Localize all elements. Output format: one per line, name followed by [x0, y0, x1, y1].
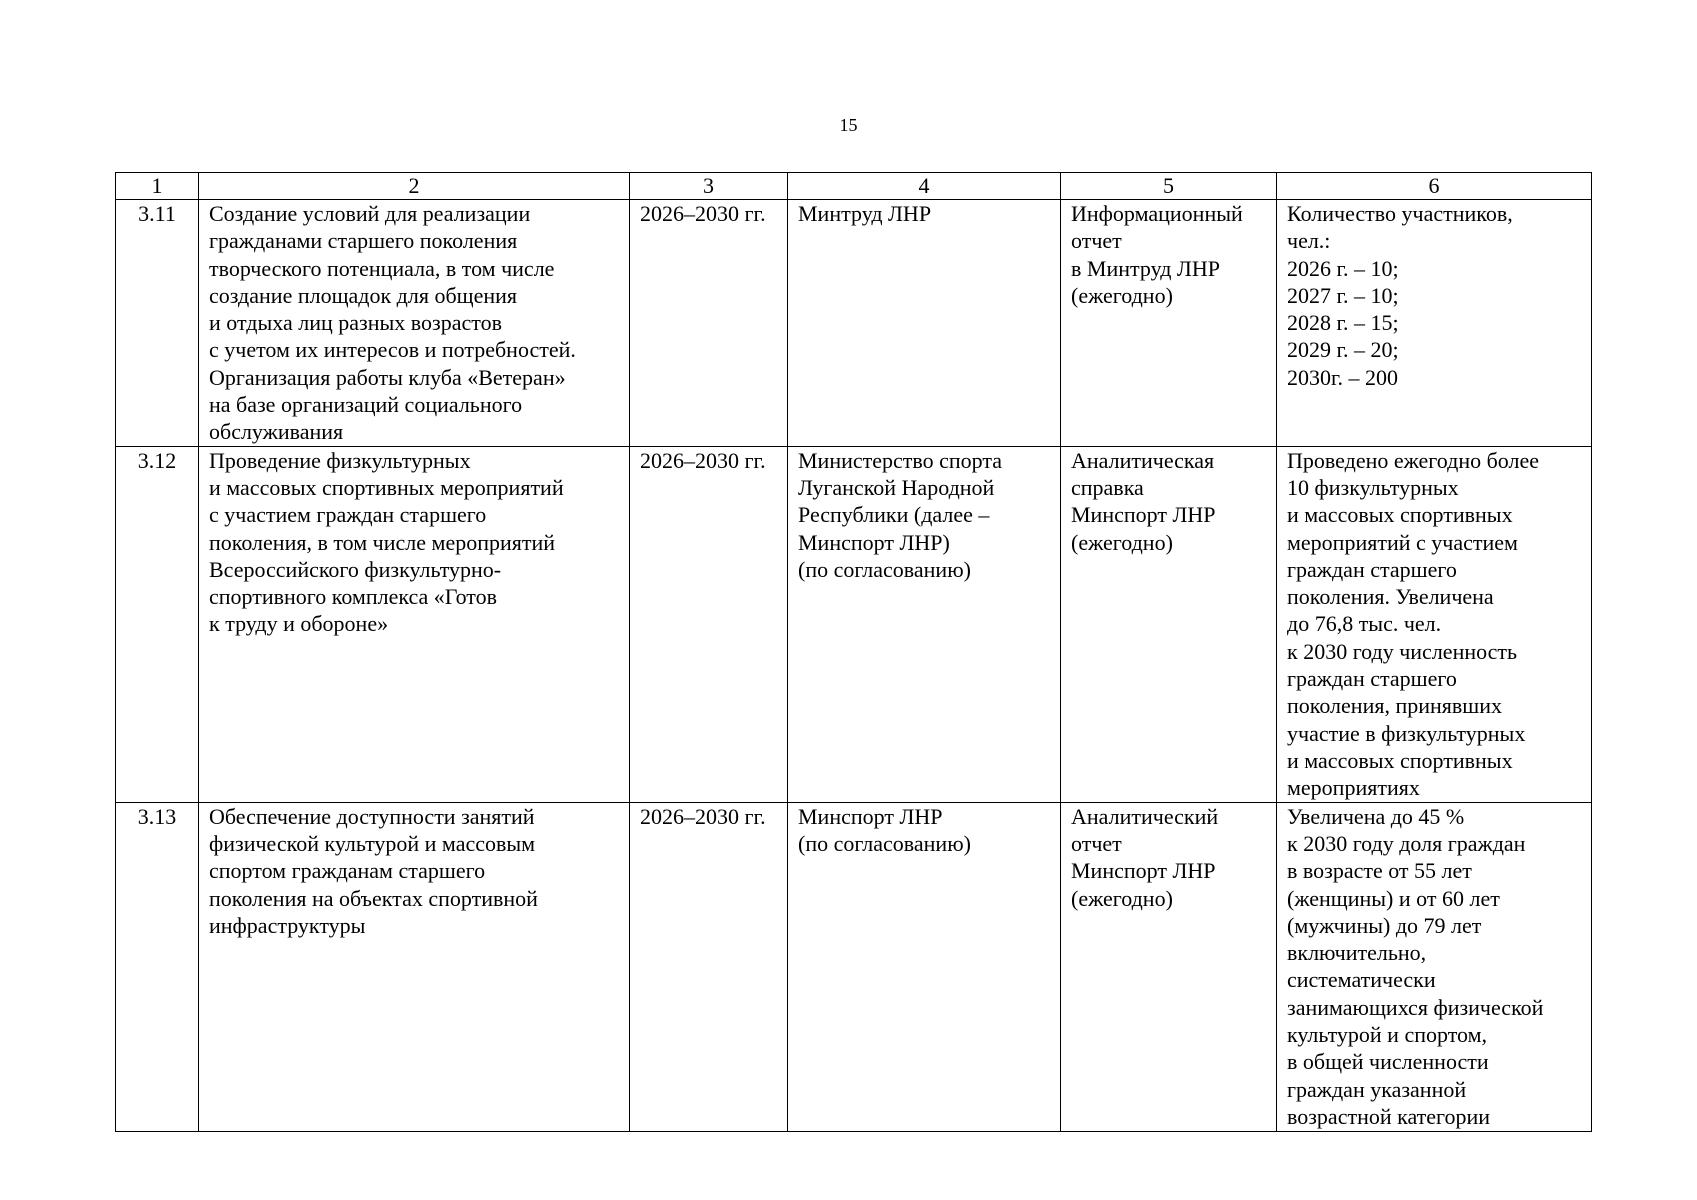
period-text: 2026–2030 гг. [640, 447, 766, 473]
reporting-cell [1061, 802, 1277, 1131]
period-cell [630, 200, 788, 447]
executor-text: Министерство спорта Луганской Народной Республики (далее – Минспорт ЛНР) (по согласованию) [798, 447, 1003, 582]
activity-cell [199, 802, 630, 1131]
reporting-cell [1061, 200, 1277, 447]
activity-cell [199, 200, 630, 447]
reporting-cell [1061, 446, 1277, 802]
activity-cell [199, 446, 630, 802]
activity-text: Обеспечение доступности занятий физической культурой и массовым спортом гражданам старшего поколения на объектах спортивной инфраструктуры [209, 803, 538, 938]
item-number: 3.13 [116, 802, 199, 1131]
column-header: 4 [788, 173, 1061, 200]
table-row [116, 802, 1592, 1131]
result-cell [1277, 446, 1592, 802]
executor-text: Минспорт ЛНР (по согласованию) [798, 803, 971, 856]
executor-text: Минтруд ЛНР [798, 201, 932, 226]
period-text: 2026–2030 гг. [640, 201, 766, 226]
item-number: 3.11 [116, 200, 199, 447]
period-text: 2026–2030 гг. [640, 803, 766, 829]
period-cell [630, 802, 788, 1131]
activities-table [115, 172, 1592, 1132]
page-number: 15 [839, 115, 858, 135]
item-number: 3.12 [116, 446, 199, 802]
result-cell [1277, 200, 1592, 447]
column-header: 6 [1277, 173, 1592, 200]
result-cell [1277, 802, 1592, 1131]
column-header: 5 [1061, 173, 1277, 200]
reporting-text: Аналитический отчет Минспорт ЛНР (ежегодно) [1071, 803, 1219, 911]
table-row [116, 200, 1592, 447]
activity-text: Проведение физкультурных и массовых спортивных мероприятий с участием граждан старшего поколения, в том числе мероприятий Всероссийского физкультурно- спортивного комплекса «Готов к труду и обороне» [209, 447, 564, 637]
result-text: Проведено ежегодно более 10 физкультурных и массовых спортивных мероприятий с участием граждан старшего поколения. Увеличена до 76,8 тыс. чел. к 2030 году численность граждан старшего поколения, принявших участие в физкультурных и массовых спортивных мероприятиях [1287, 447, 1540, 801]
table-header-row [116, 173, 1592, 200]
reporting-text: Информационный отчет в Минтруд ЛНР (ежегодно) [1071, 201, 1243, 308]
column-header: 1 [116, 173, 199, 200]
reporting-text: Аналитическая справка Минспорт ЛНР (ежегодно) [1071, 447, 1216, 555]
executor-cell [788, 802, 1061, 1131]
column-header: 2 [199, 173, 630, 200]
executor-cell [788, 200, 1061, 447]
table-row [116, 446, 1592, 802]
executor-cell [788, 446, 1061, 802]
result-text: Количество участников, чел.: 2026 г. – 10; 2027 г. – 10; 2028 г. – 15; 2029 г. – 20; 2030г. – 200 [1287, 201, 1513, 390]
period-cell [630, 446, 788, 802]
result-text: Увеличена до 45 % к 2030 году доля граждан в возрасте от 55 лет (женщины) и от 60 лет (мужчины) до 79 лет включительно, систематически занимающихся физической культурой и спортом, в общей численности граждан указанной возрастной категории [1287, 803, 1544, 1129]
column-header: 3 [630, 173, 788, 200]
activity-text: Создание условий для реализации гражданами старшего поколения творческого потенциала, в том числе создание площадок для общения и отдыха лиц разных возрастов с учетом их интересов и потребностей. Организация работы клуба «Ветеран» на базе организаций социального обслуживания [209, 201, 576, 445]
